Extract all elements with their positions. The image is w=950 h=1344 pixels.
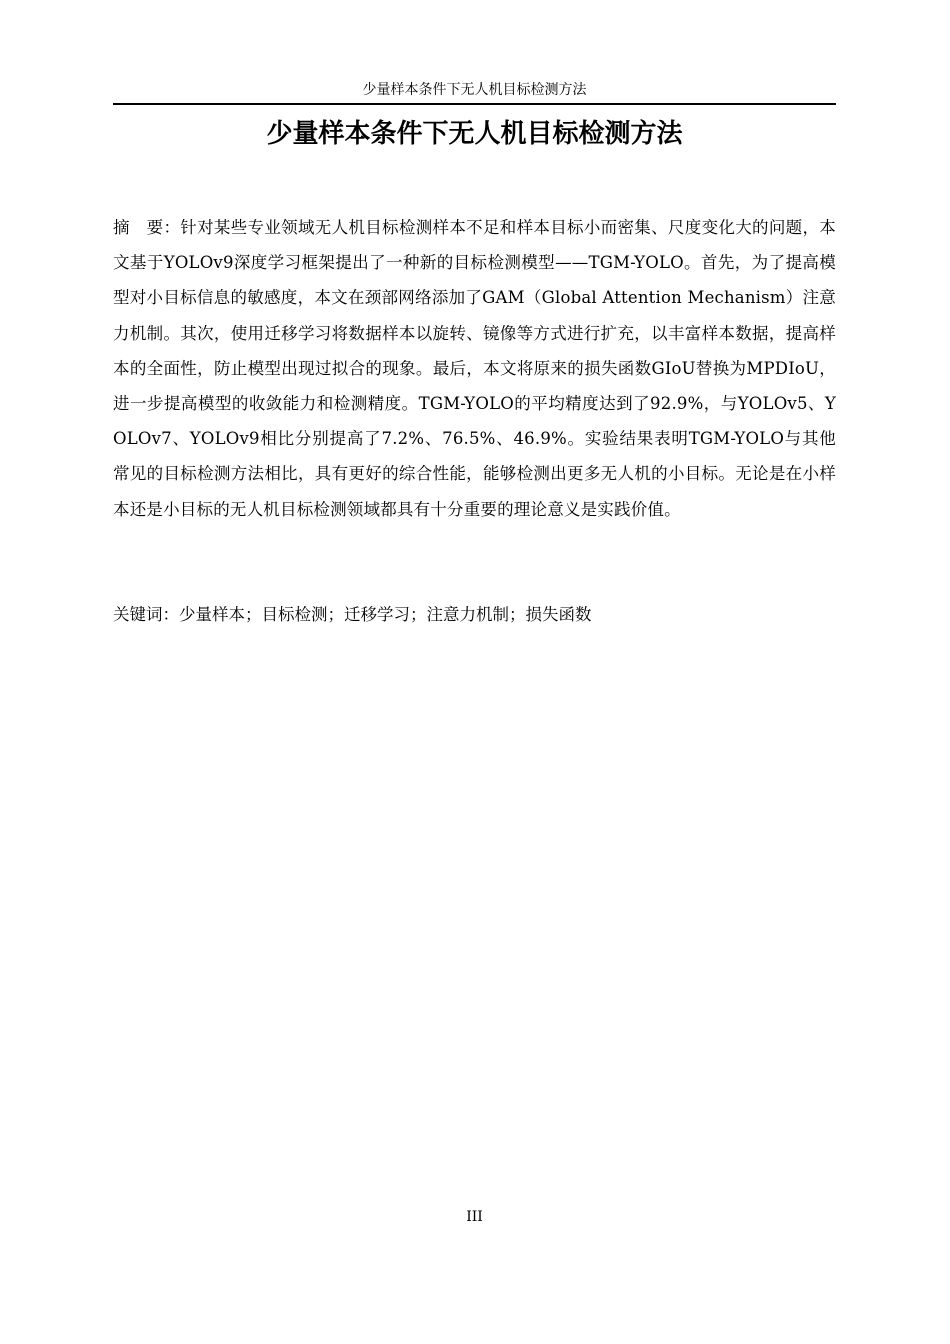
abstract-label: 摘 要： [113,218,181,237]
abstract-text: 针对某些专业领域无人机目标检测样本不足和样本目标小而密集、尺度变化大的问题，本文基于YOLOv9深度学习框架提出了一种新的目标检测模型——TGM-YOLO。首先，为了提高模型对小目标信息的敏感度，本文在颈部网络添加了GAM（Global Attention Mechanism）注意力机制。其次，使用迁移学习将数据样本以旋转、镜像等方式进行扩充，以丰富样本数据，提高样本的全面性，防止模型出现过拟合的现象。最后，本文将原来的损失函数GIoU替换为MPDIoU，进一步提高模型的收敛能力和检测精度。TGM-YOLO的平均精度达到了92.9%，与YOLOv5、YOLOv7、YOLOv9相比分别提高了7.2%、76.5%、46.9%。实验结果表明TGM-YOLO与其他常见的目标检测方法相比，具有更好的综合性能，能够检测出更多无人机的小目标。无论是在小样本还是小目标的无人机目标检测领域都具有十分重要的理论意义是实践价值。 [113,218,836,519]
abstract-paragraph [113,210,836,527]
paper-title: 少量样本条件下无人机目标检测方法 [266,119,683,149]
keywords-text: 少量样本；目标检测；迁移学习；注意力机制；损失函数 [179,605,592,624]
header-rule [113,103,836,105]
page-number: III [466,1209,483,1225]
running-header: 少量样本条件下无人机目标检测方法 [362,82,587,98]
keywords-label: 关键词： [113,605,179,624]
keywords-paragraph [113,597,836,632]
